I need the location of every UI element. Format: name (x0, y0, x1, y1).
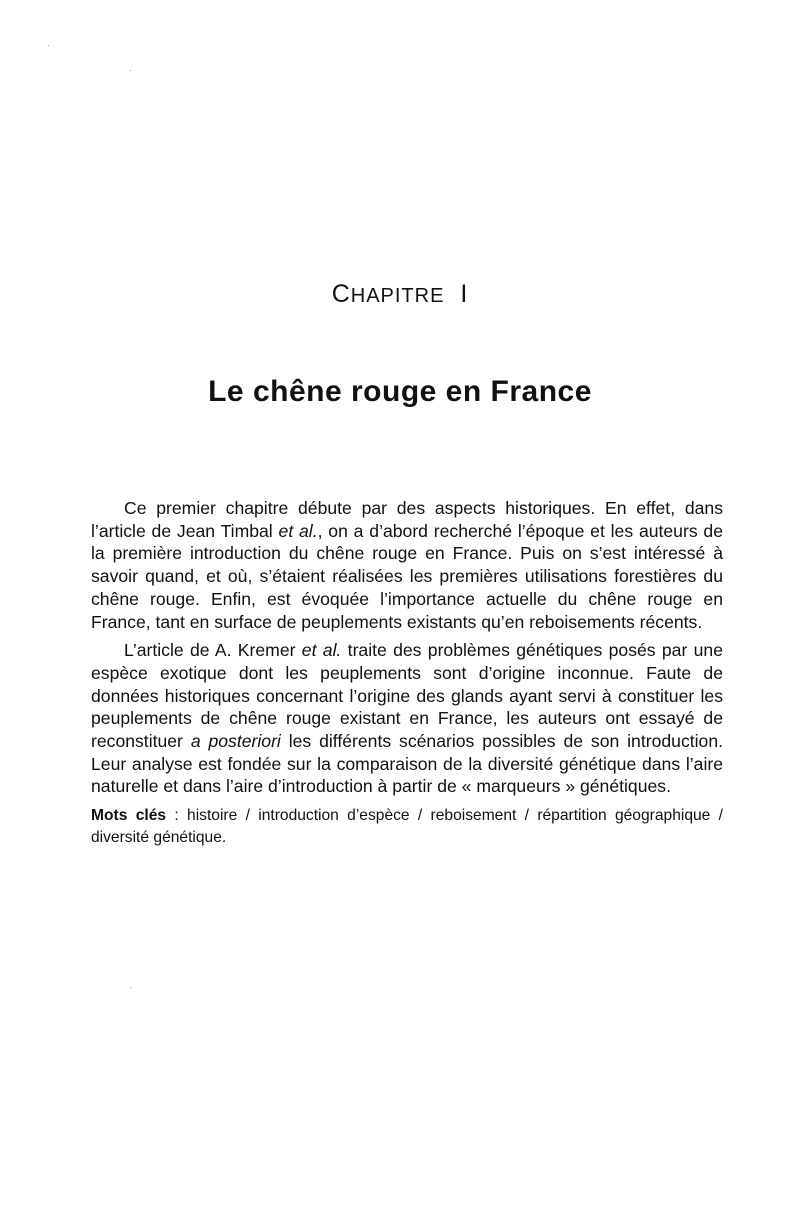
paragraph-2-text-a: L’article de A. Kremer (124, 640, 302, 661)
paragraph-1-text-b: , on a d’abord recherché l’époque et les auteurs de la première introduction du chêne rouge en France. Puis on s’est intéressé à savoir quand, et où, s’étaient réalisées les premières utilisations forestières du chêne rouge. Enfin, est évoquée l’importance actuelle du chêne rouge en France, tant en surface de peuplements existants qu’en reboisements récents. (91, 520, 724, 632)
paragraph-2-italic-1: et al. (301, 640, 342, 661)
paragraph-2-text-c: les différents scénarios possibles de son introduction. Leur analyse est fondée sur la comparaison de la diversité génétique dans l’aire naturelle et dans l’aire d’introduction à partir de « marqueurs » génétiques. (91, 731, 723, 797)
scan-speck (130, 70, 131, 71)
chapter-number: I (460, 280, 469, 308)
chapter-introduction (91, 497, 723, 849)
keywords-separator: : (166, 807, 188, 825)
paragraph-2-italic-2: a posteriori (190, 731, 281, 752)
chapter-heading (0, 280, 800, 309)
keywords (91, 805, 723, 849)
paragraph-1-italic: et al. (278, 520, 318, 541)
chapter-word-initial: C (331, 280, 351, 308)
keywords-label: Mots clés (91, 807, 167, 825)
chapter-title: Le chêne rouge en France (208, 375, 592, 408)
paragraph-1 (91, 497, 723, 633)
scan-speck (130, 987, 131, 988)
paragraph-2-text-b: traite des problèmes génétiques posés par une espèce exotique dont les peuplements sont d’origine inconnue. Faute de données historiques concernant l’origine des glands ayant servi à constituer les peuplements de chêne rouge existant en France, les auteurs ont essayé de reconstituer (91, 640, 723, 752)
paragraph-2 (91, 639, 723, 798)
paragraph-1-text-a: Ce premier chapitre débute par des aspects historiques. En effet, dans l’article de Jean Timbal (91, 498, 723, 541)
keywords-text: histoire / introduction d’espèce / reboisement / répartition géographique / diversité génétique. (91, 807, 723, 847)
scan-speck (48, 45, 49, 46)
chapter-word-rest: HAPITRE (350, 285, 445, 307)
